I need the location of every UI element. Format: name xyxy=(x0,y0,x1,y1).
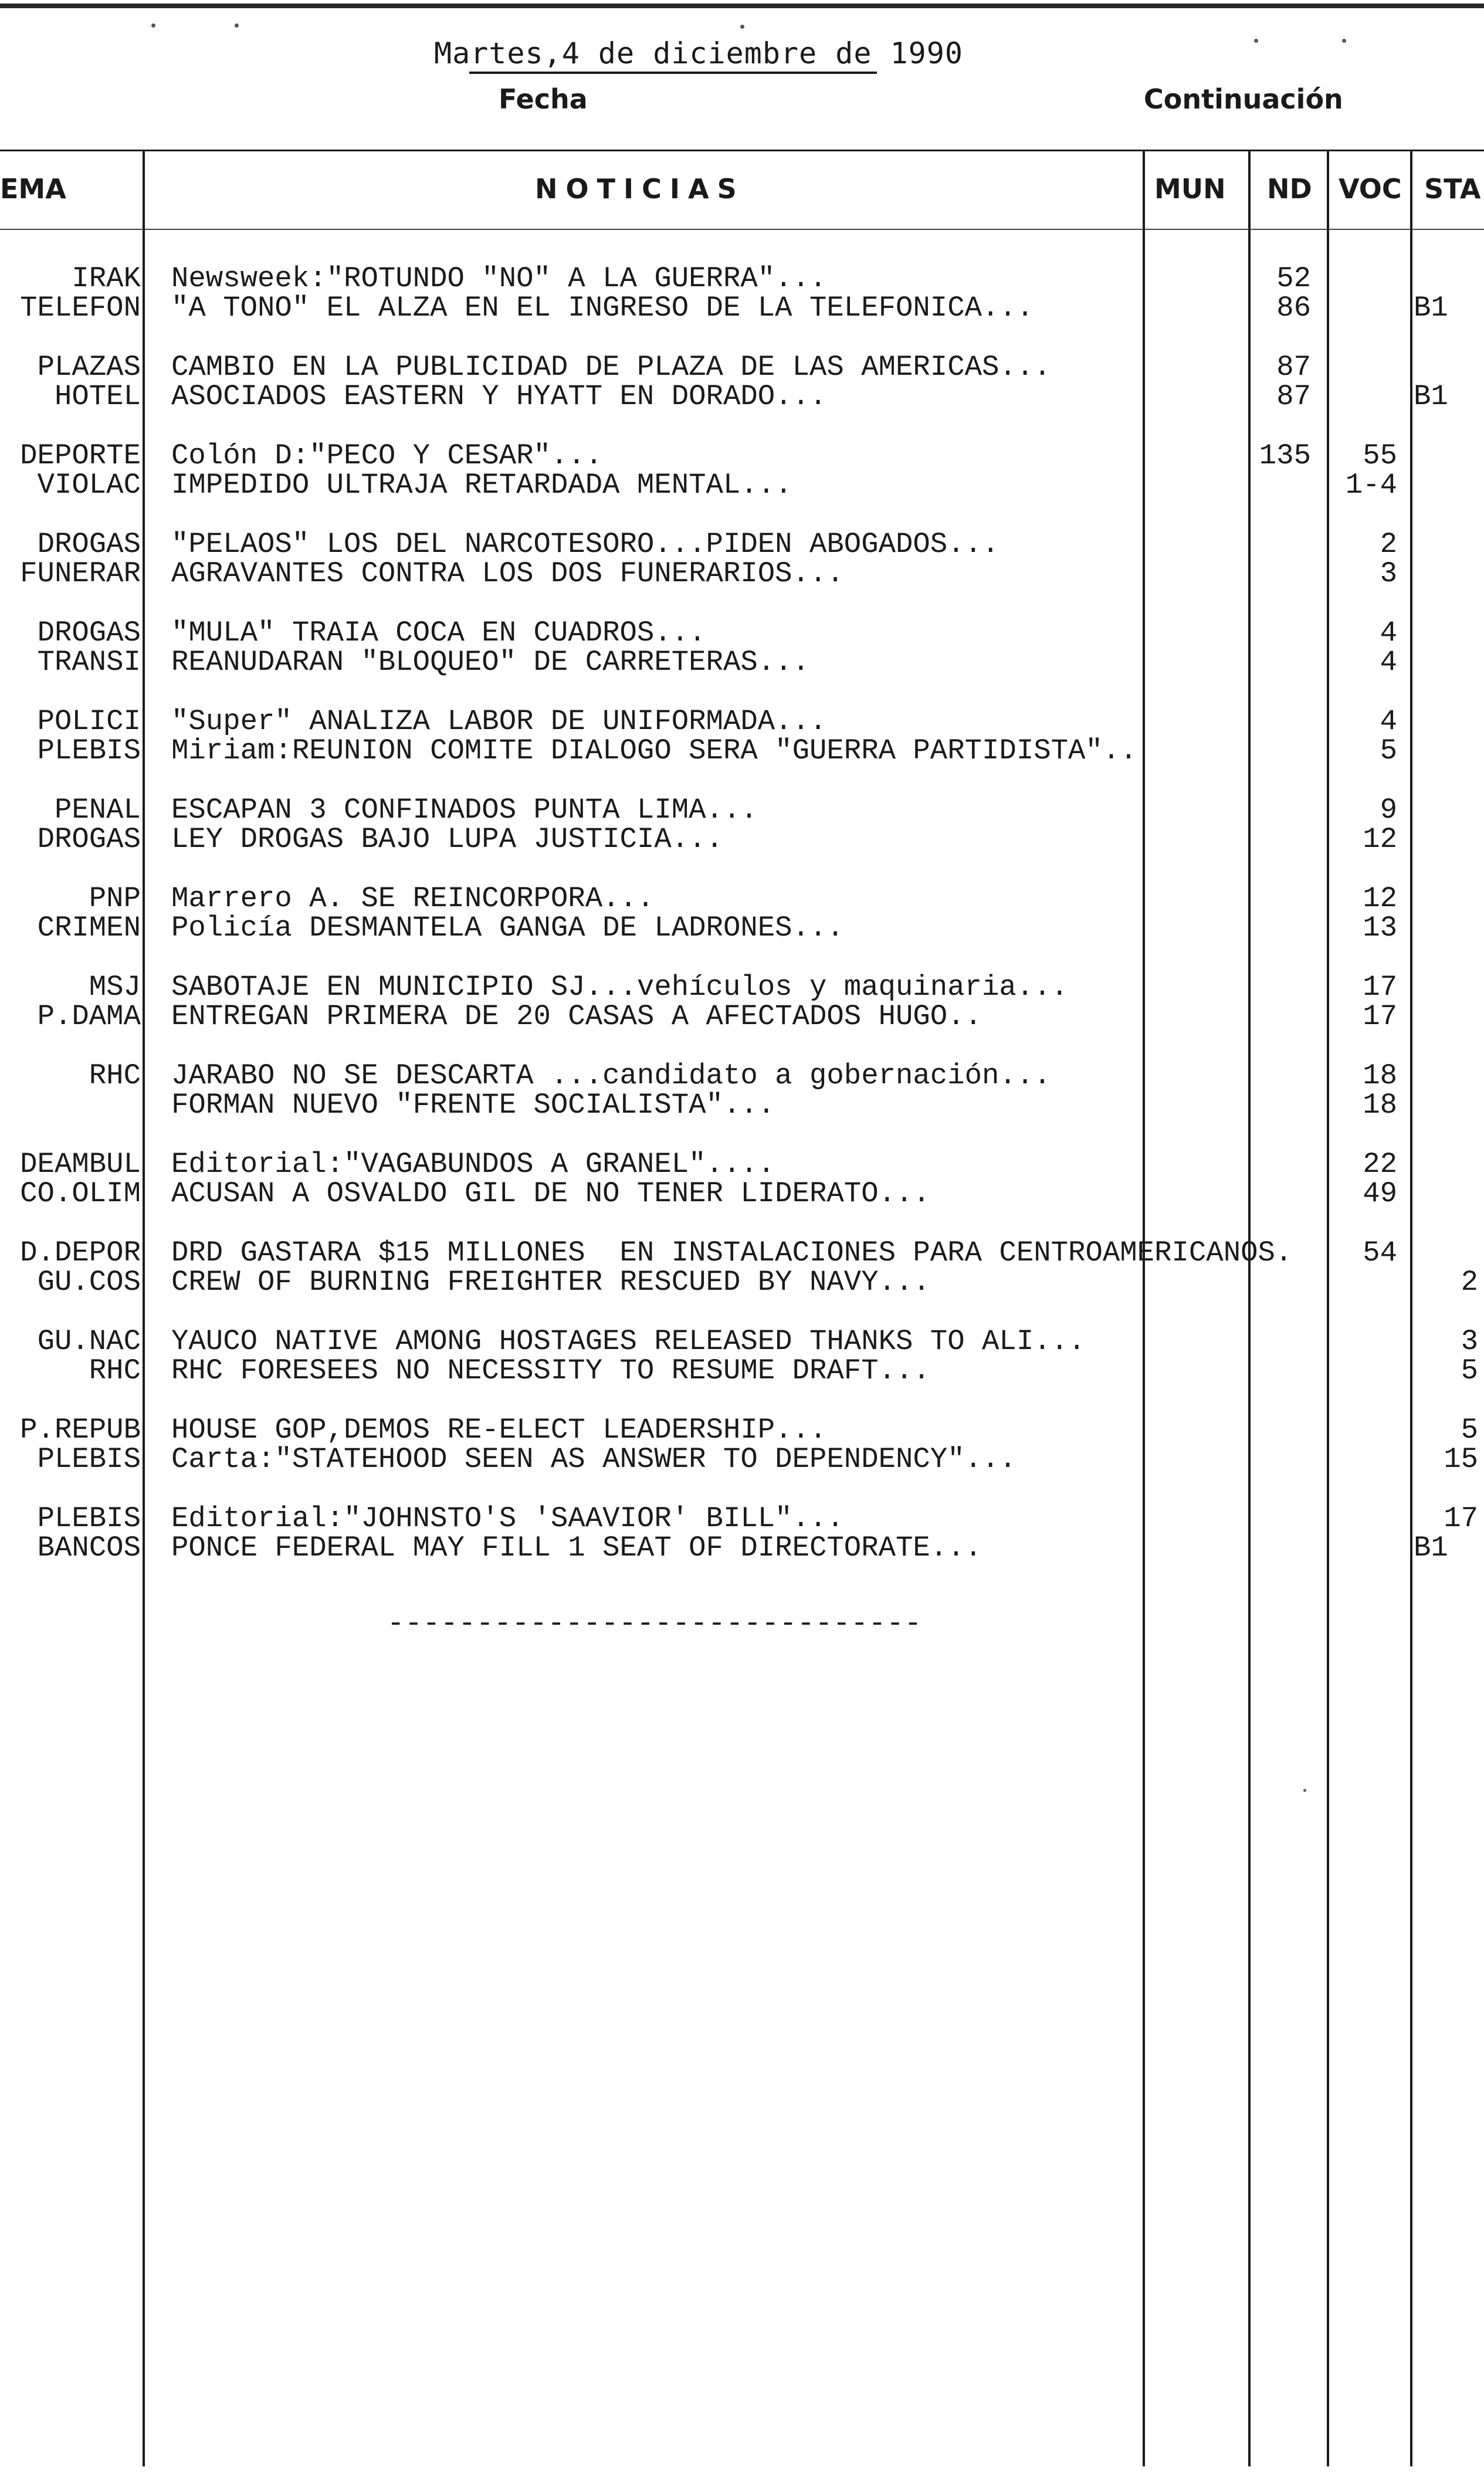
row-nd-cell: 135 xyxy=(1259,439,1311,472)
row-voc-cell: 4 xyxy=(1380,645,1397,679)
column-header-noticias: NOTICIAS xyxy=(535,173,745,205)
row-tema-cell: PLEBIS xyxy=(37,1442,141,1476)
row-tema-cell: MSJ xyxy=(89,971,141,1004)
row-tema-cell: DROGAS xyxy=(37,528,141,561)
row-noticia-cell: IMPEDIDO ULTRAJA RETARDADA MENTAL... xyxy=(171,468,792,501)
column-divider-voc xyxy=(1410,150,1412,2466)
column-header-mun: MUN xyxy=(1154,173,1226,205)
row-voc-cell: 13 xyxy=(1363,911,1397,944)
row-tema-cell: RHC xyxy=(89,1354,141,1387)
row-voc-cell: 3 xyxy=(1380,557,1397,590)
row-noticia-cell: HOUSE GOP,DEMOS RE-ELECT LEADERSHIP... xyxy=(171,1414,827,1446)
column-divider-nd xyxy=(1327,150,1329,2466)
column-header-tema: EMA xyxy=(0,173,66,205)
row-nd-cell: 86 xyxy=(1276,291,1311,324)
row-voc-cell: 18 xyxy=(1363,1059,1397,1092)
row-tema-cell: VIOLAC xyxy=(37,468,141,501)
row-tema-cell: PLEBIS xyxy=(37,1502,141,1535)
row-noticia-cell: CREW OF BURNING FREIGHTER RESCUED BY NAVY... xyxy=(171,1265,930,1299)
row-tema-cell: HOTEL xyxy=(54,379,141,413)
row-noticia-cell: "Super" ANALIZA LABOR DE UNIFORMADA... xyxy=(171,705,827,738)
row-voc-cell: 4 xyxy=(1380,616,1397,649)
row-noticia-cell: CAMBIO EN LA PUBLICIDAD DE PLAZA DE LAS AMERICAS... xyxy=(171,351,1051,384)
row-noticia-cell: PONCE FEDERAL MAY FILL 1 SEAT OF DIRECTORATE... xyxy=(171,1531,982,1564)
scan-speck xyxy=(1303,1789,1306,1792)
row-noticia-cell: FORMAN NUEVO "FRENTE SOCIALISTA"... xyxy=(171,1088,775,1121)
row-voc-cell: 5 xyxy=(1380,734,1397,767)
table-top-rule xyxy=(0,150,1484,151)
row-star-cell: 17 xyxy=(1444,1502,1478,1535)
date-underline xyxy=(469,72,877,74)
header-bottom-rule xyxy=(0,229,1484,230)
row-noticia-cell: SABOTAJE EN MUNICIPIO SJ...vehículos y maquinaria... xyxy=(171,971,1069,1004)
row-star-cell: 15 xyxy=(1444,1442,1478,1476)
row-voc-cell: 17 xyxy=(1363,971,1397,1004)
row-star-cell: 3 xyxy=(1461,1325,1478,1358)
row-noticia-cell: REANUDARAN "BLOQUEO" DE CARRETERAS... xyxy=(171,645,809,679)
row-noticia-cell: Carta:"STATEHOOD SEEN AS ANSWER TO DEPENDENCY"... xyxy=(171,1442,1017,1476)
row-noticia-cell: ESCAPAN 3 CONFINADOS PUNTA LIMA... xyxy=(171,794,758,826)
scan-speck xyxy=(151,23,155,28)
row-voc-cell: 4 xyxy=(1380,705,1397,738)
row-noticia-cell: "PELAOS" LOS DEL NARCOTESORO...PIDEN ABOGADOS... xyxy=(171,528,1000,561)
row-noticia-cell: LEY DROGAS BAJO LUPA JUSTICIA... xyxy=(171,822,723,856)
row-noticia-cell: Editorial:"VAGABUNDOS A GRANEL".... xyxy=(171,1148,775,1181)
row-noticia-cell: DRD GASTARA $15 MILLONES EN INSTALACIONES PARA CENTROAMERICANOS. xyxy=(171,1236,1293,1269)
row-noticia-cell: "A TONO" EL ALZA EN EL INGRESO DE LA TELEFONICA... xyxy=(171,291,1034,324)
row-tema-cell: CO.OLIM xyxy=(20,1177,141,1210)
row-star-cell: 5 xyxy=(1461,1414,1478,1446)
row-tema-cell: POLICI xyxy=(37,705,141,738)
row-noticia-cell: ENTREGAN PRIMERA DE 20 CASAS A AFECTADOS HUGO.. xyxy=(171,999,982,1033)
row-tema-cell: DEAMBUL xyxy=(20,1148,141,1181)
row-tema-cell: GU.COS xyxy=(37,1265,141,1299)
row-tema-cell: DROGAS xyxy=(37,616,141,649)
column-header-nd: ND xyxy=(1267,173,1312,205)
row-voc-cell: 17 xyxy=(1363,999,1397,1033)
row-tema-cell: CRIMEN xyxy=(37,911,141,944)
row-tema-cell: PNP xyxy=(89,882,141,915)
row-noticia-cell: Policía DESMANTELA GANGA DE LADRONES... xyxy=(171,911,844,944)
row-voc-cell: 2 xyxy=(1380,528,1397,561)
end-separator: ------------------------------ xyxy=(387,1607,923,1640)
row-voc-cell: 49 xyxy=(1363,1177,1397,1210)
row-voc-cell: 12 xyxy=(1363,882,1397,915)
row-noticia-cell: Newsweek:"ROTUNDO "NO" A LA GUERRA"... xyxy=(171,262,827,295)
row-tema-cell: DROGAS xyxy=(37,822,141,856)
row-star-cell: B1 xyxy=(1414,291,1448,324)
row-tema-cell: PLEBIS xyxy=(37,734,141,767)
row-star-cell: 5 xyxy=(1461,1354,1478,1387)
row-nd-cell: 87 xyxy=(1276,351,1311,384)
scan-speck xyxy=(235,23,239,28)
row-tema-cell: FUNERAR xyxy=(20,557,141,590)
row-star-cell: B1 xyxy=(1414,1531,1448,1564)
row-tema-cell: PLAZAS xyxy=(37,351,141,384)
row-voc-cell: 1-4 xyxy=(1345,468,1397,501)
scan-speck xyxy=(740,25,744,29)
row-tema-cell: BANCOS xyxy=(37,1531,141,1564)
page-top-edge xyxy=(0,4,1484,8)
column-header-voc: VOC xyxy=(1339,173,1402,205)
row-tema-cell: PENAL xyxy=(54,794,141,826)
row-noticia-cell: Marrero A. SE REINCORPORA... xyxy=(171,882,655,915)
row-noticia-cell: JARABO NO SE DESCARTA ...candidato a gobernación... xyxy=(171,1059,1051,1092)
row-nd-cell: 87 xyxy=(1276,379,1311,413)
column-header-star: STA xyxy=(1424,173,1481,205)
scan-speck xyxy=(1254,39,1258,43)
date-text: Martes,4 de diciembre de 1990 xyxy=(434,36,963,70)
row-voc-cell: 12 xyxy=(1363,822,1397,856)
row-noticia-cell: RHC FORESEES NO NECESSITY TO RESUME DRAFT... xyxy=(171,1354,930,1387)
row-noticia-cell: AGRAVANTES CONTRA LOS DOS FUNERARIOS... xyxy=(171,557,844,590)
row-voc-cell: 18 xyxy=(1363,1088,1397,1121)
row-tema-cell: DEPORTE xyxy=(20,439,141,472)
continuacion-label: Continuación xyxy=(1144,83,1343,115)
row-tema-cell: P.REPUB xyxy=(20,1414,141,1446)
row-star-cell: B1 xyxy=(1414,379,1448,413)
row-noticia-cell: Miriam:REUNION COMITE DIALOGO SERA "GUERRA PARTIDISTA".. xyxy=(171,734,1137,767)
row-voc-cell: 55 xyxy=(1363,439,1397,472)
row-tema-cell: RHC xyxy=(89,1059,141,1092)
fecha-label: Fecha xyxy=(499,83,588,115)
row-tema-cell: TELEFON xyxy=(20,291,141,324)
row-tema-cell: GU.NAC xyxy=(37,1325,141,1358)
row-voc-cell: 22 xyxy=(1363,1148,1397,1181)
row-voc-cell: 54 xyxy=(1363,1236,1397,1269)
row-tema-cell: D.DEPOR xyxy=(20,1236,141,1269)
row-tema-cell: P.DAMA xyxy=(37,999,141,1033)
row-noticia-cell: Colón D:"PECO Y CESAR"... xyxy=(171,439,603,472)
row-star-cell: 2 xyxy=(1461,1265,1478,1299)
row-nd-cell: 52 xyxy=(1276,262,1311,295)
row-tema-cell: IRAK xyxy=(72,262,141,295)
row-noticia-cell: "MULA" TRAIA COCA EN CUADROS... xyxy=(171,616,706,649)
column-divider-tema xyxy=(143,150,145,2466)
row-noticia-cell: YAUCO NATIVE AMONG HOSTAGES RELEASED THANKS TO ALI... xyxy=(171,1325,1086,1358)
row-tema-cell: TRANSI xyxy=(37,645,141,679)
scan-speck xyxy=(1342,39,1346,43)
row-noticia-cell: ASOCIADOS EASTERN Y HYATT EN DORADO... xyxy=(171,379,827,413)
row-noticia-cell: ACUSAN A OSVALDO GIL DE NO TENER LIDERATO... xyxy=(171,1177,930,1210)
row-noticia-cell: Editorial:"JOHNSTO'S 'SAAVIOR' BILL"... xyxy=(171,1502,844,1535)
row-voc-cell: 9 xyxy=(1380,794,1397,826)
